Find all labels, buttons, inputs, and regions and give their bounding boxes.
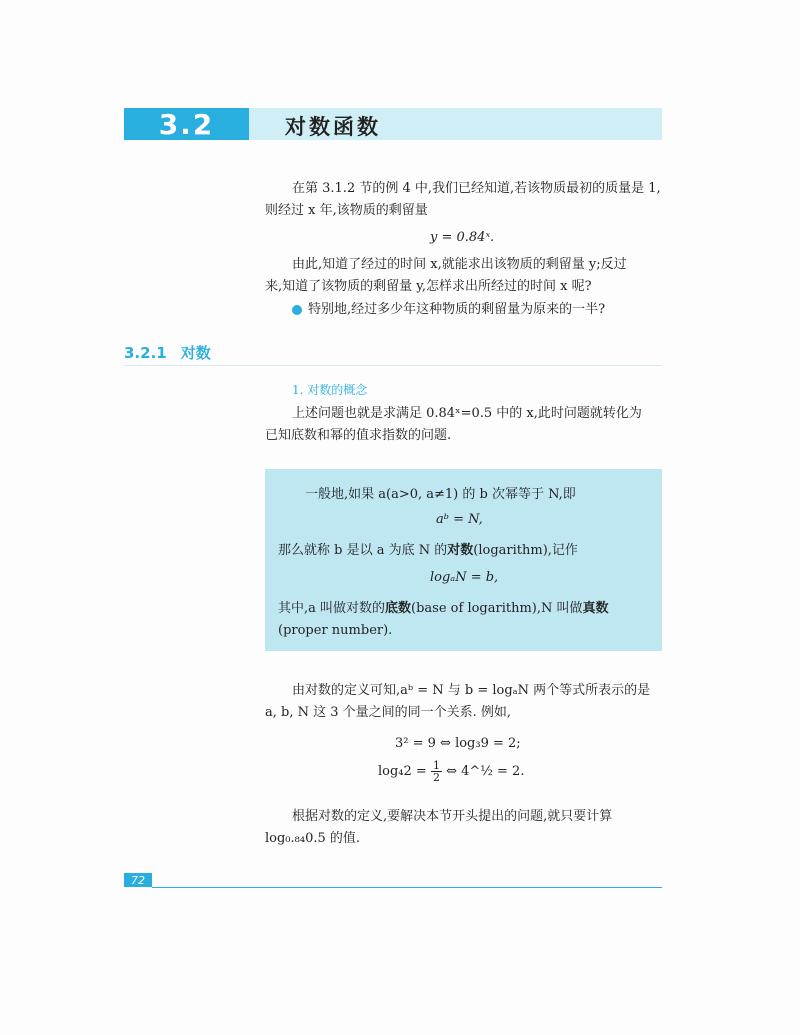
subsection-title: 对数 [180,344,211,362]
section-title: 对数函数 [285,115,381,139]
example-2-fraction: $\frac{1}{2}$ [432,759,440,784]
section-number: 3.2 [124,108,249,140]
after-line-3: 根据对数的定义,要解决本节开头提出的问题,就只要计算 [292,809,613,824]
concept-line-1: 上述问题也就是求满足 0.84ˣ=0.5 中的 x,此时问题就转化为 [292,406,642,421]
intro-line-4: 来,知道了该物质的剩留量 y,怎样求出所经过的时间 x 呢? [265,279,592,294]
definition-line-4: (proper number). [278,623,393,638]
subsection-number: 3.2.1 [124,344,167,362]
definition-formula-2: logₐN = b, [430,570,499,585]
after-line-1: 由对数的定义可知,aᵇ = N 与 b = logₐN 两个等式所表示的是 [292,683,651,698]
page-number: 72 [124,873,152,887]
example-1: 3² = 9 ⇔ log₃9 = 2; [395,736,521,751]
definition-line-2: 那么就称 b 是以 a 为底 N 的对数(logarithm),记作 [278,543,578,558]
intro-line-3: 由此,知道了经过的时间 x,就能求出该物质的剩留量 y;反过 [292,257,627,272]
intro-formula: y = 0.84ˣ. [430,230,495,245]
definition-line-3: 其中,a 叫做对数的底数(base of logarithm),N 叫做真数 [278,601,609,616]
intro-question: 特别地,经过多少年这种物质的剩留量为原来的一半? [308,302,606,317]
term-base: 底数 [385,601,412,616]
intro-line-2: 则经过 x 年,该物质的剩留量 [265,203,428,218]
definition-line-1: 一般地,如果 a(a>0, a≠1) 的 b 次幂等于 N,即 [305,487,576,502]
subsection-heading [124,342,211,363]
after-line-4: log₀.₈₄0.5 的值. [265,831,361,846]
after-line-2: a, b, N 这 3 个量之间的同一个关系. 例如, [265,705,512,720]
term-proper-number: 真数 [582,601,609,616]
footer-divider [152,887,662,888]
term-logarithm: 对数 [447,543,474,558]
subsection-divider [124,365,662,366]
concept-line-2: 已知底数和幂的值求指数的问题. [265,428,452,443]
question-bullet-icon [292,305,302,315]
definition-formula-1: aᵇ = N, [436,512,483,527]
example-2: log₄2 = $\frac{1}{2}$ ⇔ 4^½ = 2. [378,759,525,784]
concept-heading: 1. 对数的概念 [292,383,368,397]
intro-line-1: 在第 3.1.2 节的例 4 中,我们已经知道,若该物质最初的质量是 1, [292,181,661,196]
